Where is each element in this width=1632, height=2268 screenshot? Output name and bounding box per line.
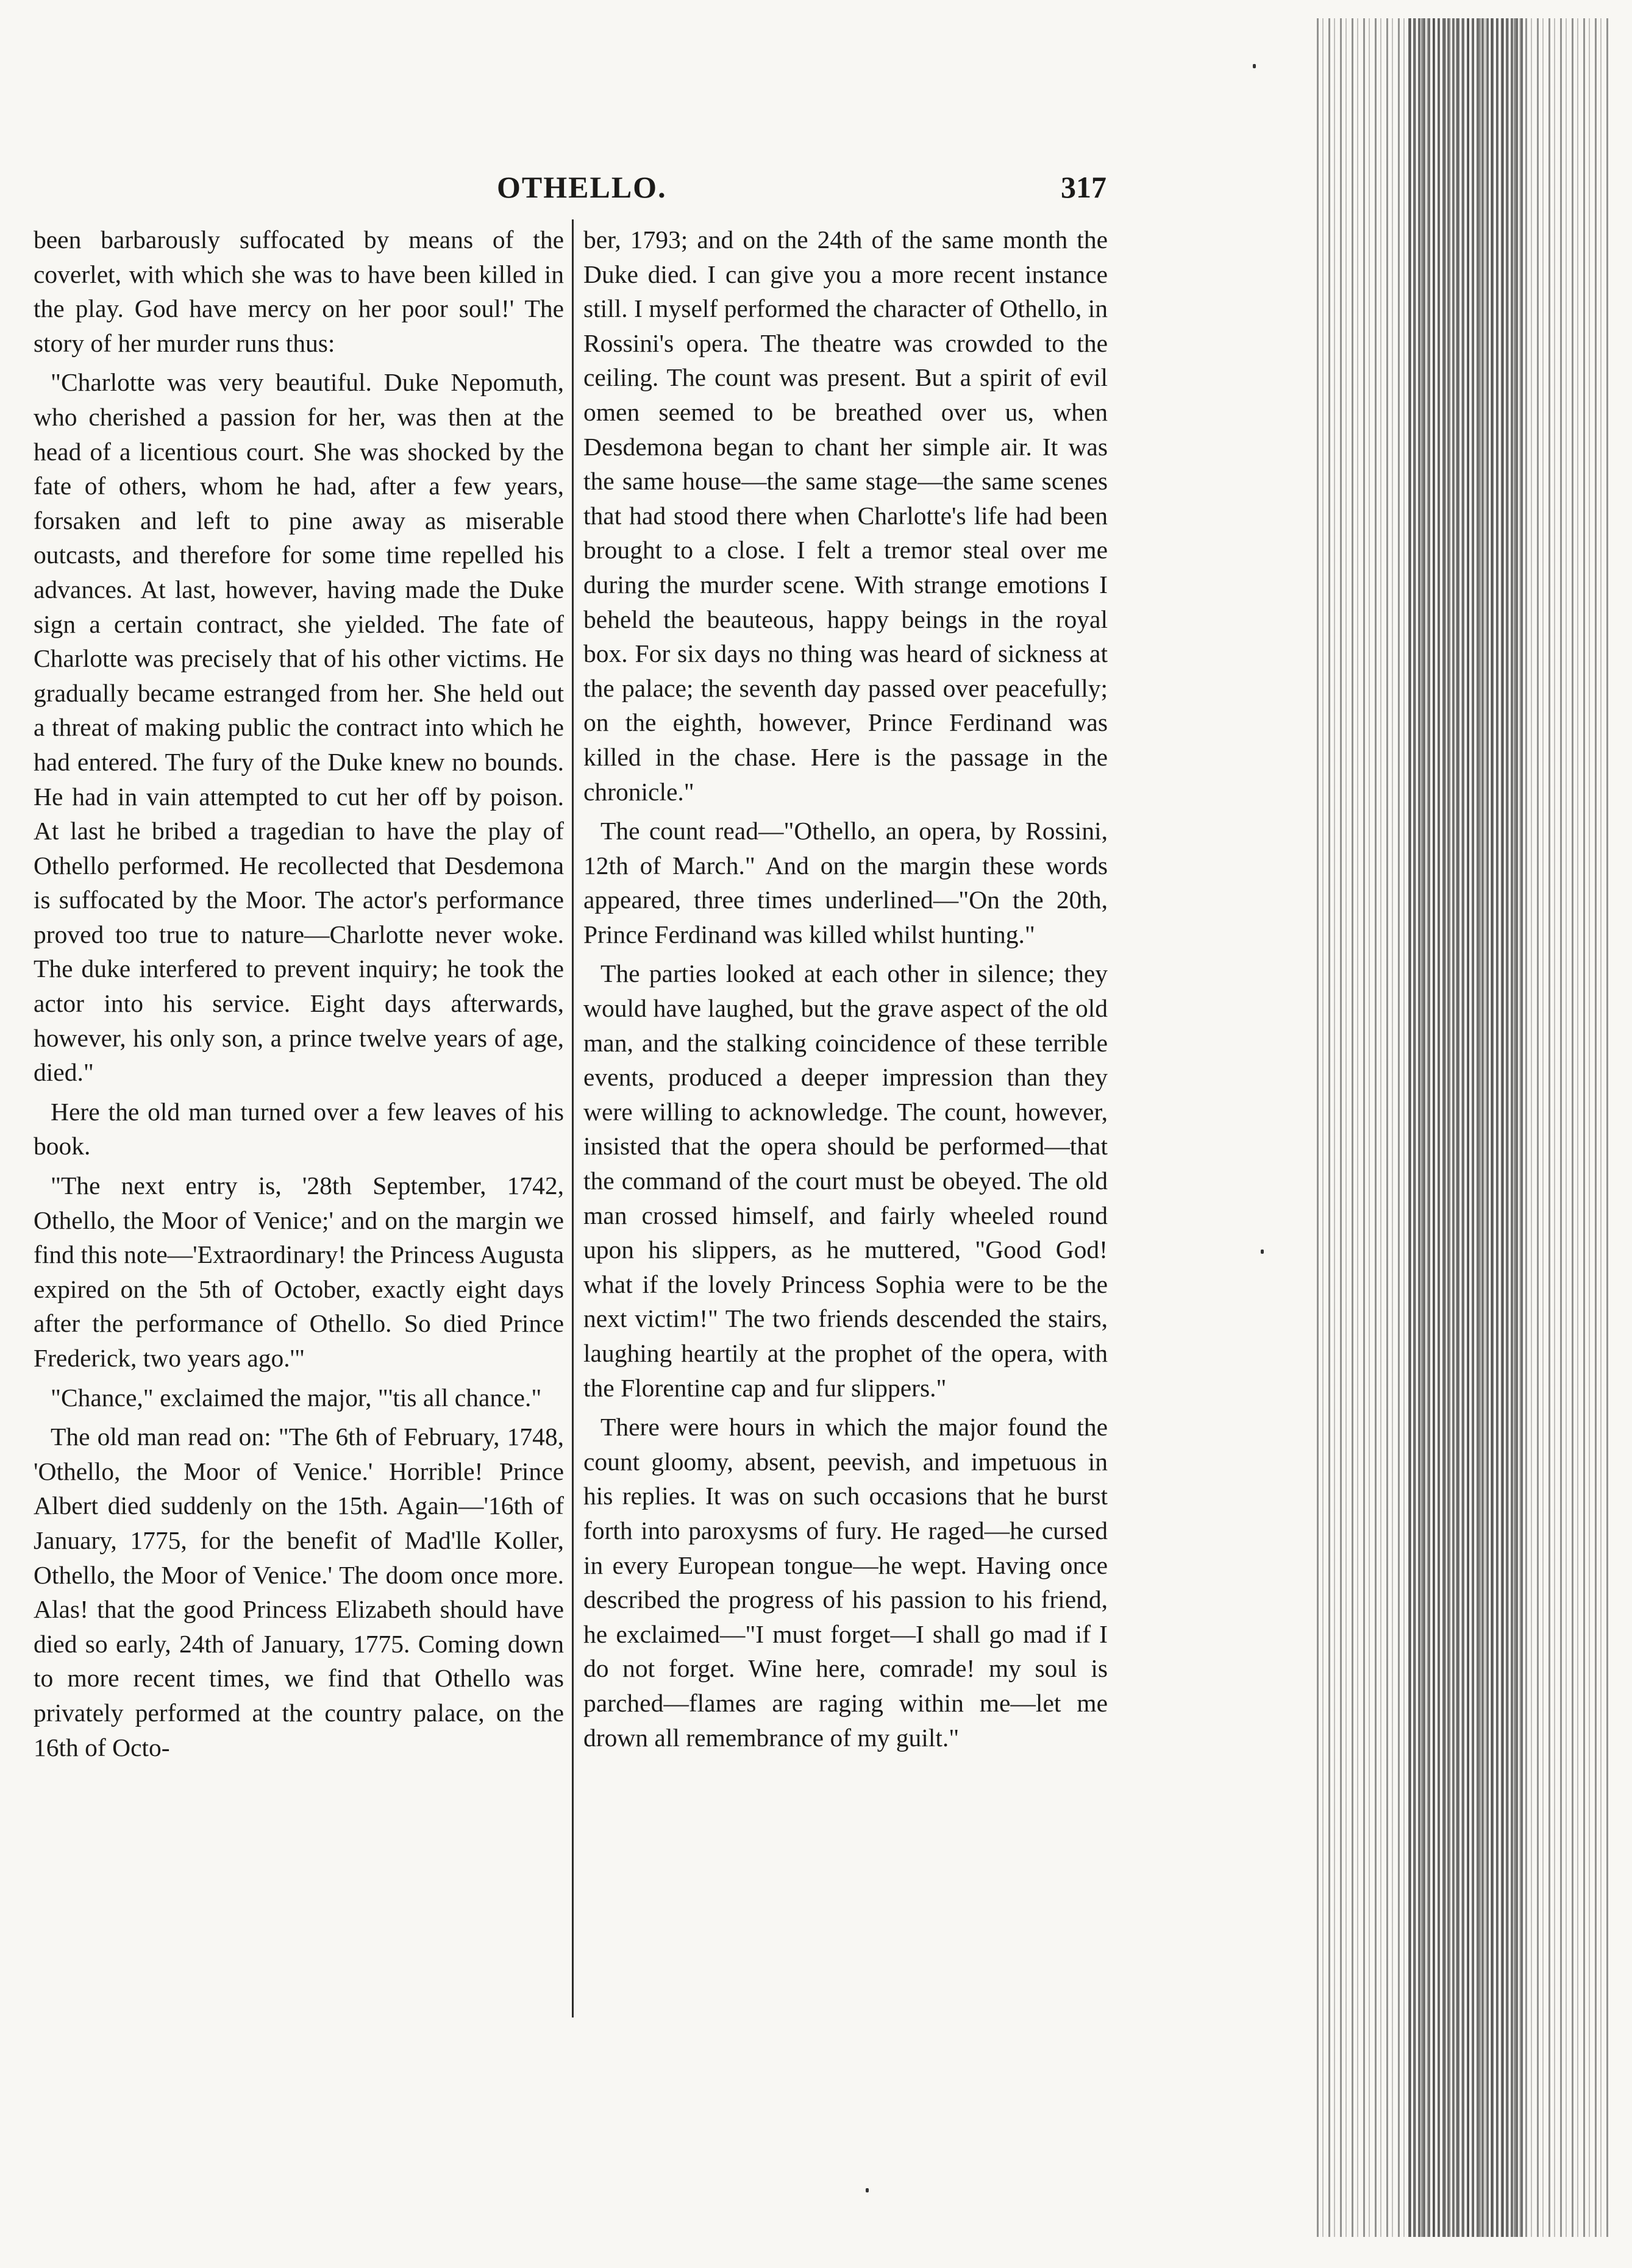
- column-divider: [572, 219, 574, 2017]
- right-column: [583, 222, 1108, 1760]
- paragraph: The count read—"Othello, an opera, by Rossini, 12th of March." And on the margin these words appeared, three times underlined—"On the 20th, Prince Ferdinand was killed whilst hunting.": [583, 817, 1108, 948]
- paragraph: The old man read on: "The 6th of February, 1748, 'Othello, the Moor of Venice.' Horrible! Prince Albert died suddenly on the 15th. Again—'16th of January, 1775, for the benefit of Mad'lle Koller, Othello, the Moor of Venice.' The doom once more. Alas! that the good Princess Elizabeth should have died so early, 24th of January, 1775. Coming down to more recent times, we find that Othello was privately performed at the country palace, on the 16th of Octo-: [34, 1423, 564, 1761]
- page-header: [37, 169, 1106, 212]
- scan-speck: [1261, 1250, 1264, 1254]
- scan-speck: [866, 2188, 869, 2192]
- running-title: OTHELLO.: [497, 170, 667, 204]
- left-column: [34, 222, 564, 1769]
- page-number: 317: [1061, 170, 1106, 204]
- paragraph: ber, 1793; and on the 24th of the same month the Duke died. I can give you a more recent instance still. I myself performed the character of Othello, in Rossini's opera. The theatre was crowded to the ceiling. The count was present. But a spirit of evil omen seemed to be breathed over us, when Desdemona began to chant her simple air. It was the same house—the same stage—the same scenes that had stood there when Charlotte's life had been brought to a close. I felt a tremor steal over me during the murder scene. With strange emotions I beheld the beauteous, happy beings in the royal box. For six days no thing was heard of sickness at the palace; the seventh day passed over peacefully; on the eighth, however, Prince Ferdinand was killed in the chase. Here is the passage in the chronicle.": [583, 226, 1108, 806]
- scan-edge-texture: [1317, 18, 1609, 2237]
- paragraph: "Charlotte was very beautiful. Duke Nepomuth, who cherished a passion for her, was then at the head of a licentious court. She was shocked by the fate of others, whom he had, after a few years, forsaken and left to pine away as miserable outcasts, and therefore for some time repelled his advances. At last, however, having made the Duke sign a certain contract, she yielded. The fate of Charlotte was precisely that of his other victims. He gradually became estranged from her. She held out a threat of making public the contract into which he had entered. The fury of the Duke knew no bounds. He had in vain attempted to cut her off by poison. At last he bribed a tragedian to have the play of Othello performed. He recollected that Desdemona is suffocated by the Moor. The actor's performance proved too true to nature—Charlotte never woke. The duke interfered to prevent inquiry; he took the actor into his service. Eight days afterwards, however, his only son, a prince twelve years of age, died.": [34, 368, 564, 1087]
- paragraph: The parties looked at each other in silence; they would have laughed, but the grave aspect of the old man, and the stalking coincidence of these terrible events, produced a deeper impression than they were willing to acknowledge. The count, however, insisted that the opera should be performed—that the command of the court must be obeyed. The old man crossed himself, and fairly wheeled round upon his slippers, as he muttered, "Good God! what if the lovely Princess Sophia were to be the next victim!" The two friends descended the stairs, laughing heartily at the prophet of the opera, with the Florentine cap and fur slippers.": [583, 959, 1108, 1402]
- paragraph: Here the old man turned over a few leaves of his book.: [34, 1097, 564, 1161]
- scan-speck: [1253, 64, 1256, 68]
- paragraph: There were hours in which the major found the count gloomy, absent, peevish, and impetuous in his replies. It was on such occasions that he burst forth into paroxysms of fury. He raged—he cursed in every European tongue—he wept. Having once described the progress of his passion to his friend, he exclaimed—"I must forget—I shall go mad if I do not forget. Wine here, comrade! my soul is parched—flames are raging within me—let me drown all remembrance of my guilt.": [583, 1413, 1108, 1752]
- paragraph: "The next entry is, '28th September, 1742, Othello, the Moor of Venice;' and on the margin we find this note—'Extraordinary! the Princess Augusta expired on the 5th of October, exactly eight days after the performance of Othello. So died Prince Frederick, two years ago.'": [34, 1171, 564, 1372]
- paragraph: been barbarously suffocated by means of the coverlet, with which she was to have been killed in the play. God have mercy on her poor soul!' The story of her murder runs thus:: [34, 226, 564, 357]
- paragraph: "Chance," exclaimed the major, "'tis all chance.": [51, 1383, 542, 1412]
